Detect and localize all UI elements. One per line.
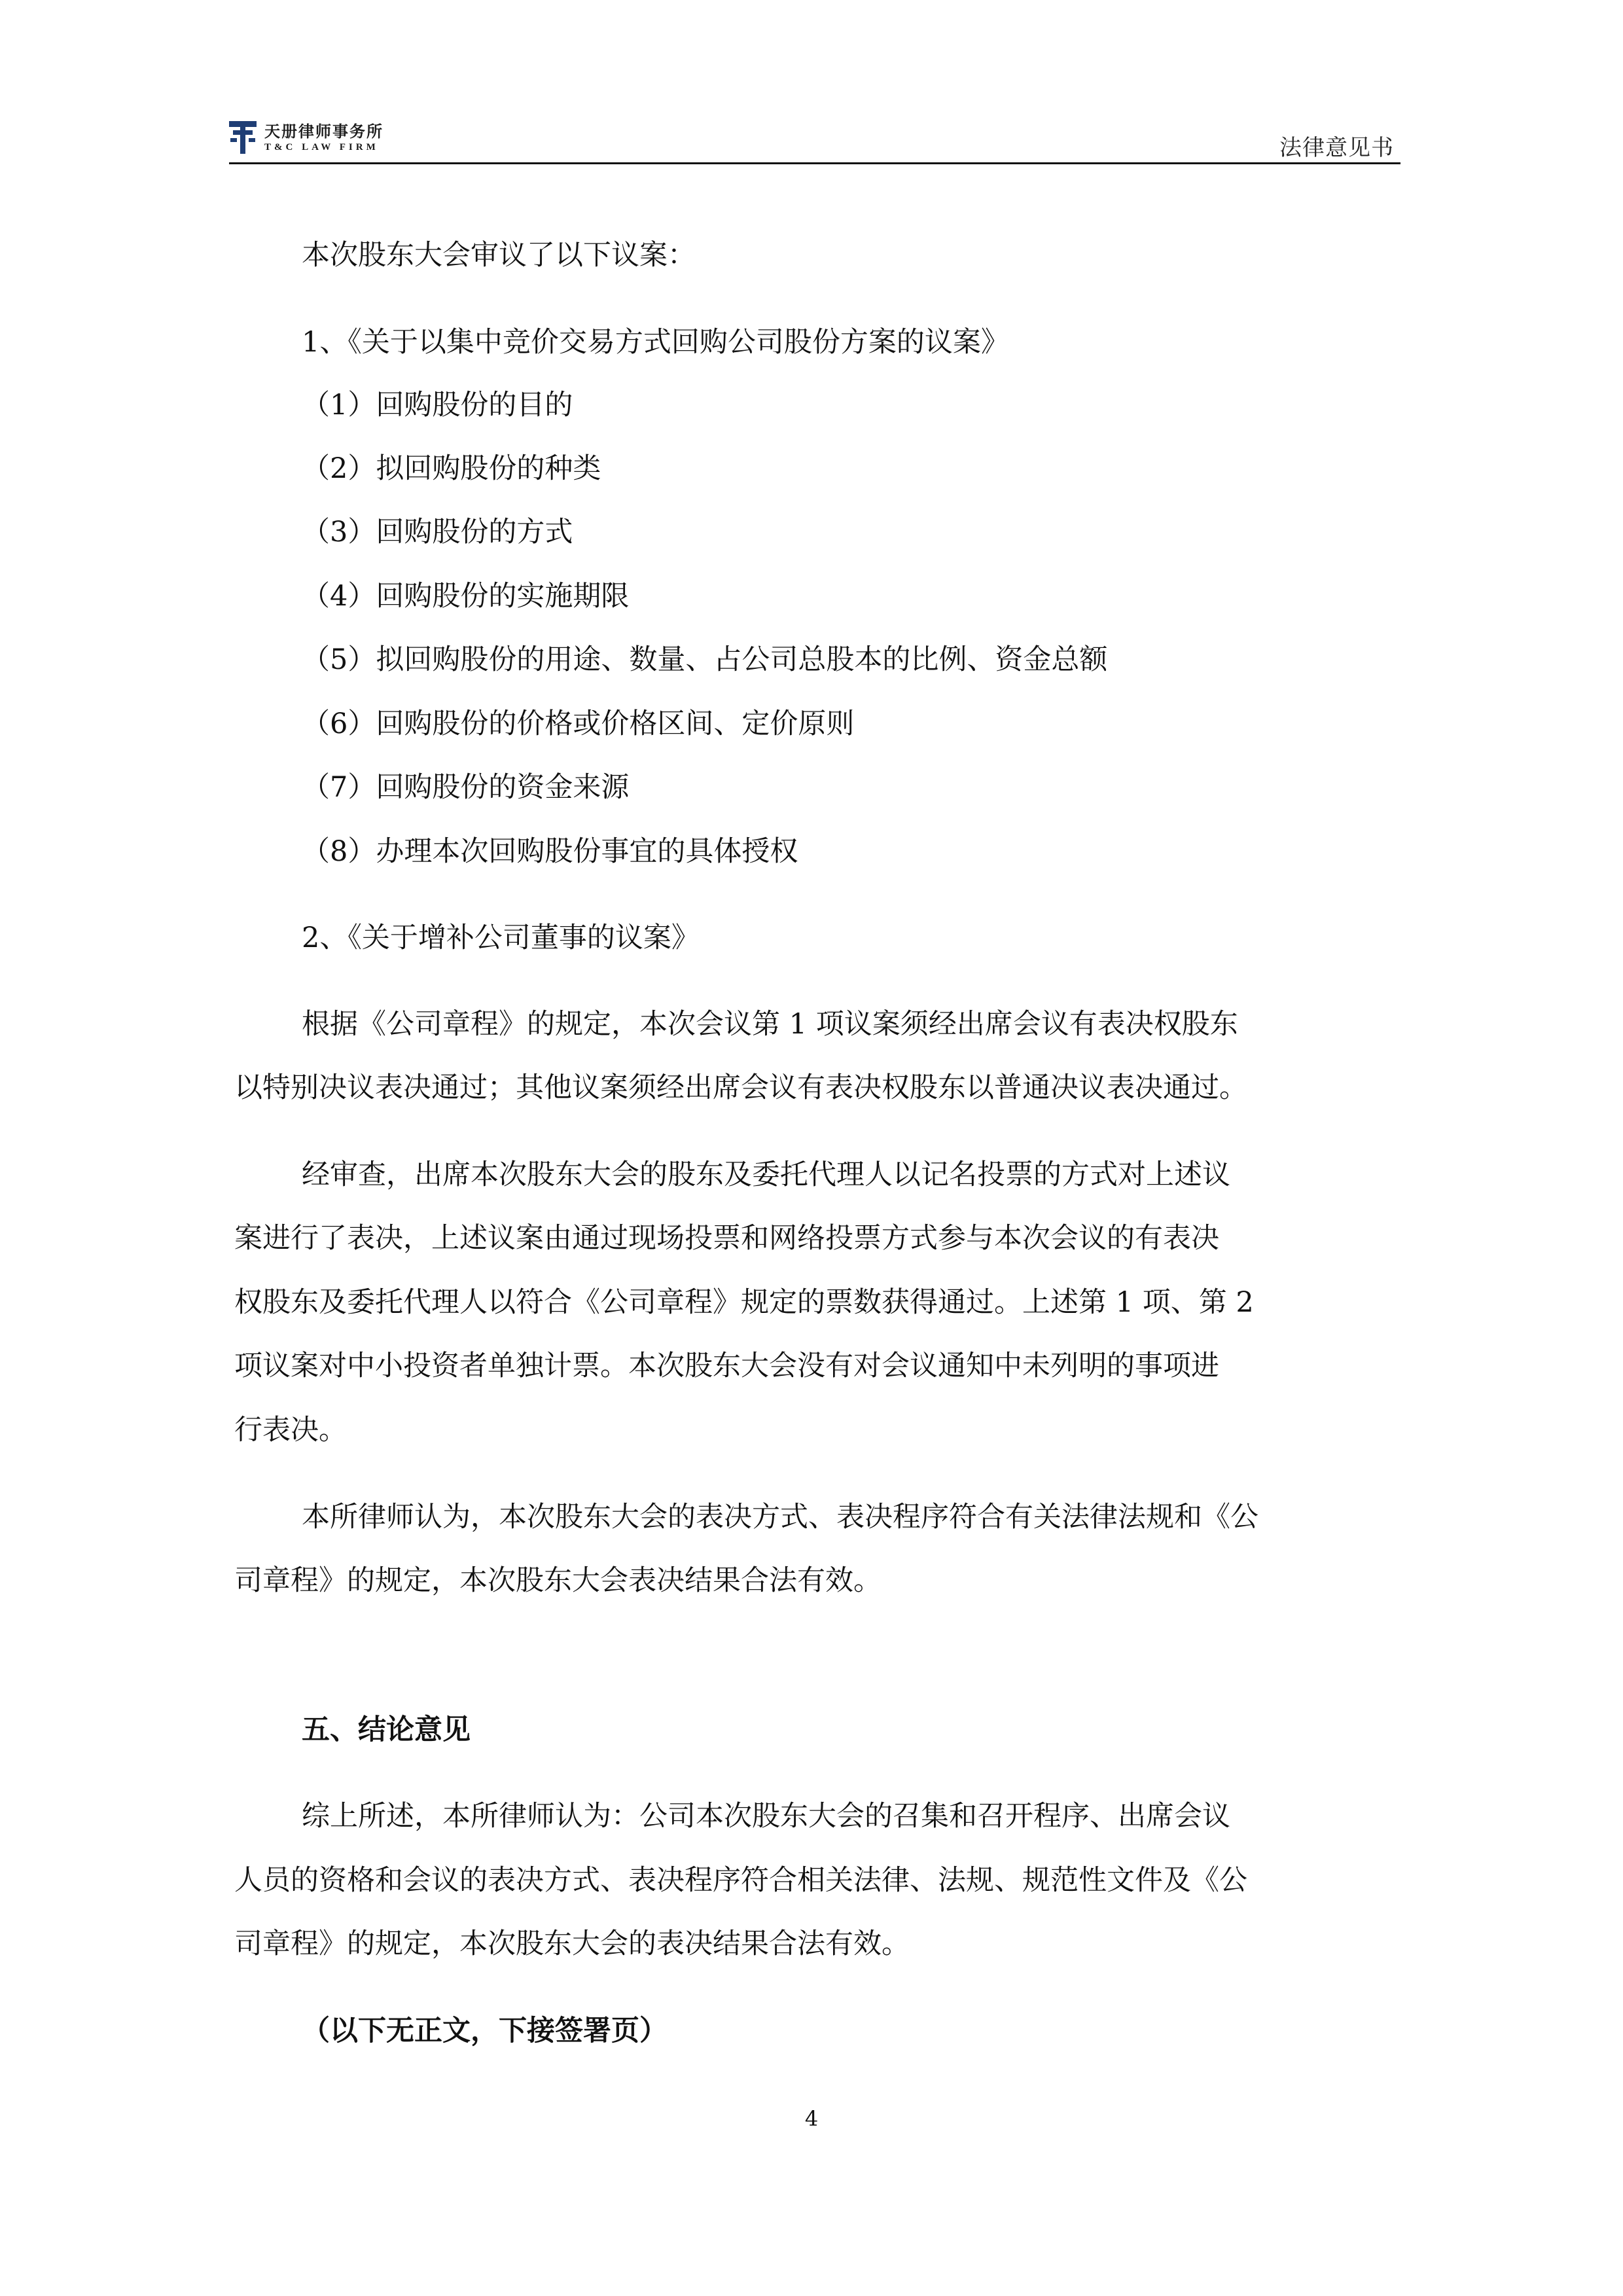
- end-of-text-note: （以下无正文，下接签署页）: [302, 2015, 668, 2047]
- review-paragraph-line: 行表决。: [234, 1414, 347, 1446]
- motion-1-item: （7）回购股份的资金来源: [302, 771, 630, 804]
- review-paragraph-line: 权股东及委托代理人以符合《公司章程》规定的票数获得通过。上述第 1 项、第 2: [234, 1286, 1254, 1319]
- opinion-paragraph-line: 本所律师认为，本次股东大会的表决方式、表决程序符合有关法律法规和《公: [302, 1501, 1258, 1534]
- section-5-heading: 五、结论意见: [302, 1713, 471, 1746]
- motion-1-item: （4）回购股份的实施期限: [302, 580, 630, 613]
- motion-1-item: （8）办理本次回购股份事宜的具体授权: [302, 835, 798, 868]
- motion-1-title: 1、《关于以集中竞价交易方式回购公司股份方案的议案》: [302, 326, 1009, 359]
- review-paragraph-line: 项议案对中小投资者单独计票。本次股东大会没有对会议通知中未列明的事项进: [234, 1350, 1219, 1382]
- logo-english-name: T&C LAW FIRM: [264, 142, 379, 152]
- rules-paragraph-line: 根据《公司章程》的规定，本次会议第 1 项议案须经出席会议有表决权股东: [302, 1008, 1238, 1041]
- intro-line: 本次股东大会审议了以下议案：: [302, 239, 696, 272]
- motion-1-item: （2）拟回购股份的种类: [302, 452, 601, 485]
- motion-1-item: （3）回购股份的方式: [302, 516, 573, 548]
- firm-logo-icon: [229, 121, 257, 154]
- conclusion-paragraph-line: 司章程》的规定，本次股东大会的表决结果合法有效。: [234, 1928, 910, 1960]
- conclusion-paragraph-line: 人员的资格和会议的表决方式、表决程序符合相关法律、法规、规范性文件及《公: [234, 1864, 1247, 1897]
- review-paragraph-line: 案进行了表决，上述议案由通过现场投票和网络投票方式参与本次会议的有表决: [234, 1222, 1219, 1255]
- page-header: [229, 111, 1400, 164]
- conclusion-paragraph-line: 综上所述，本所律师认为：公司本次股东大会的召集和召开程序、出席会议: [302, 1800, 1230, 1833]
- motion-1-item: （1）回购股份的目的: [302, 389, 573, 422]
- header-divider: [229, 162, 1400, 164]
- motion-1-item: （6）回购股份的价格或价格区间、定价原则: [302, 708, 855, 740]
- opinion-paragraph-line: 司章程》的规定，本次股东大会表决结果合法有效。: [234, 1564, 882, 1597]
- rules-paragraph-line: 以特别决议表决通过；其他议案须经出席会议有表决权股东以普通决议表决通过。: [234, 1071, 1247, 1104]
- page-number: 4: [804, 2106, 819, 2131]
- review-paragraph-line: 经审查，出席本次股东大会的股东及委托代理人以记名投票的方式对上述议: [302, 1158, 1230, 1191]
- firm-logo: [229, 118, 383, 157]
- document-type-label: 法律意见书: [1279, 135, 1394, 161]
- motion-2-title: 2、《关于增补公司董事的议案》: [302, 922, 700, 954]
- logo-chinese-name: 天册律师事务所: [264, 122, 383, 141]
- motion-1-item: （5）拟回购股份的用途、数量、占公司总股本的比例、资金总额: [302, 643, 1108, 676]
